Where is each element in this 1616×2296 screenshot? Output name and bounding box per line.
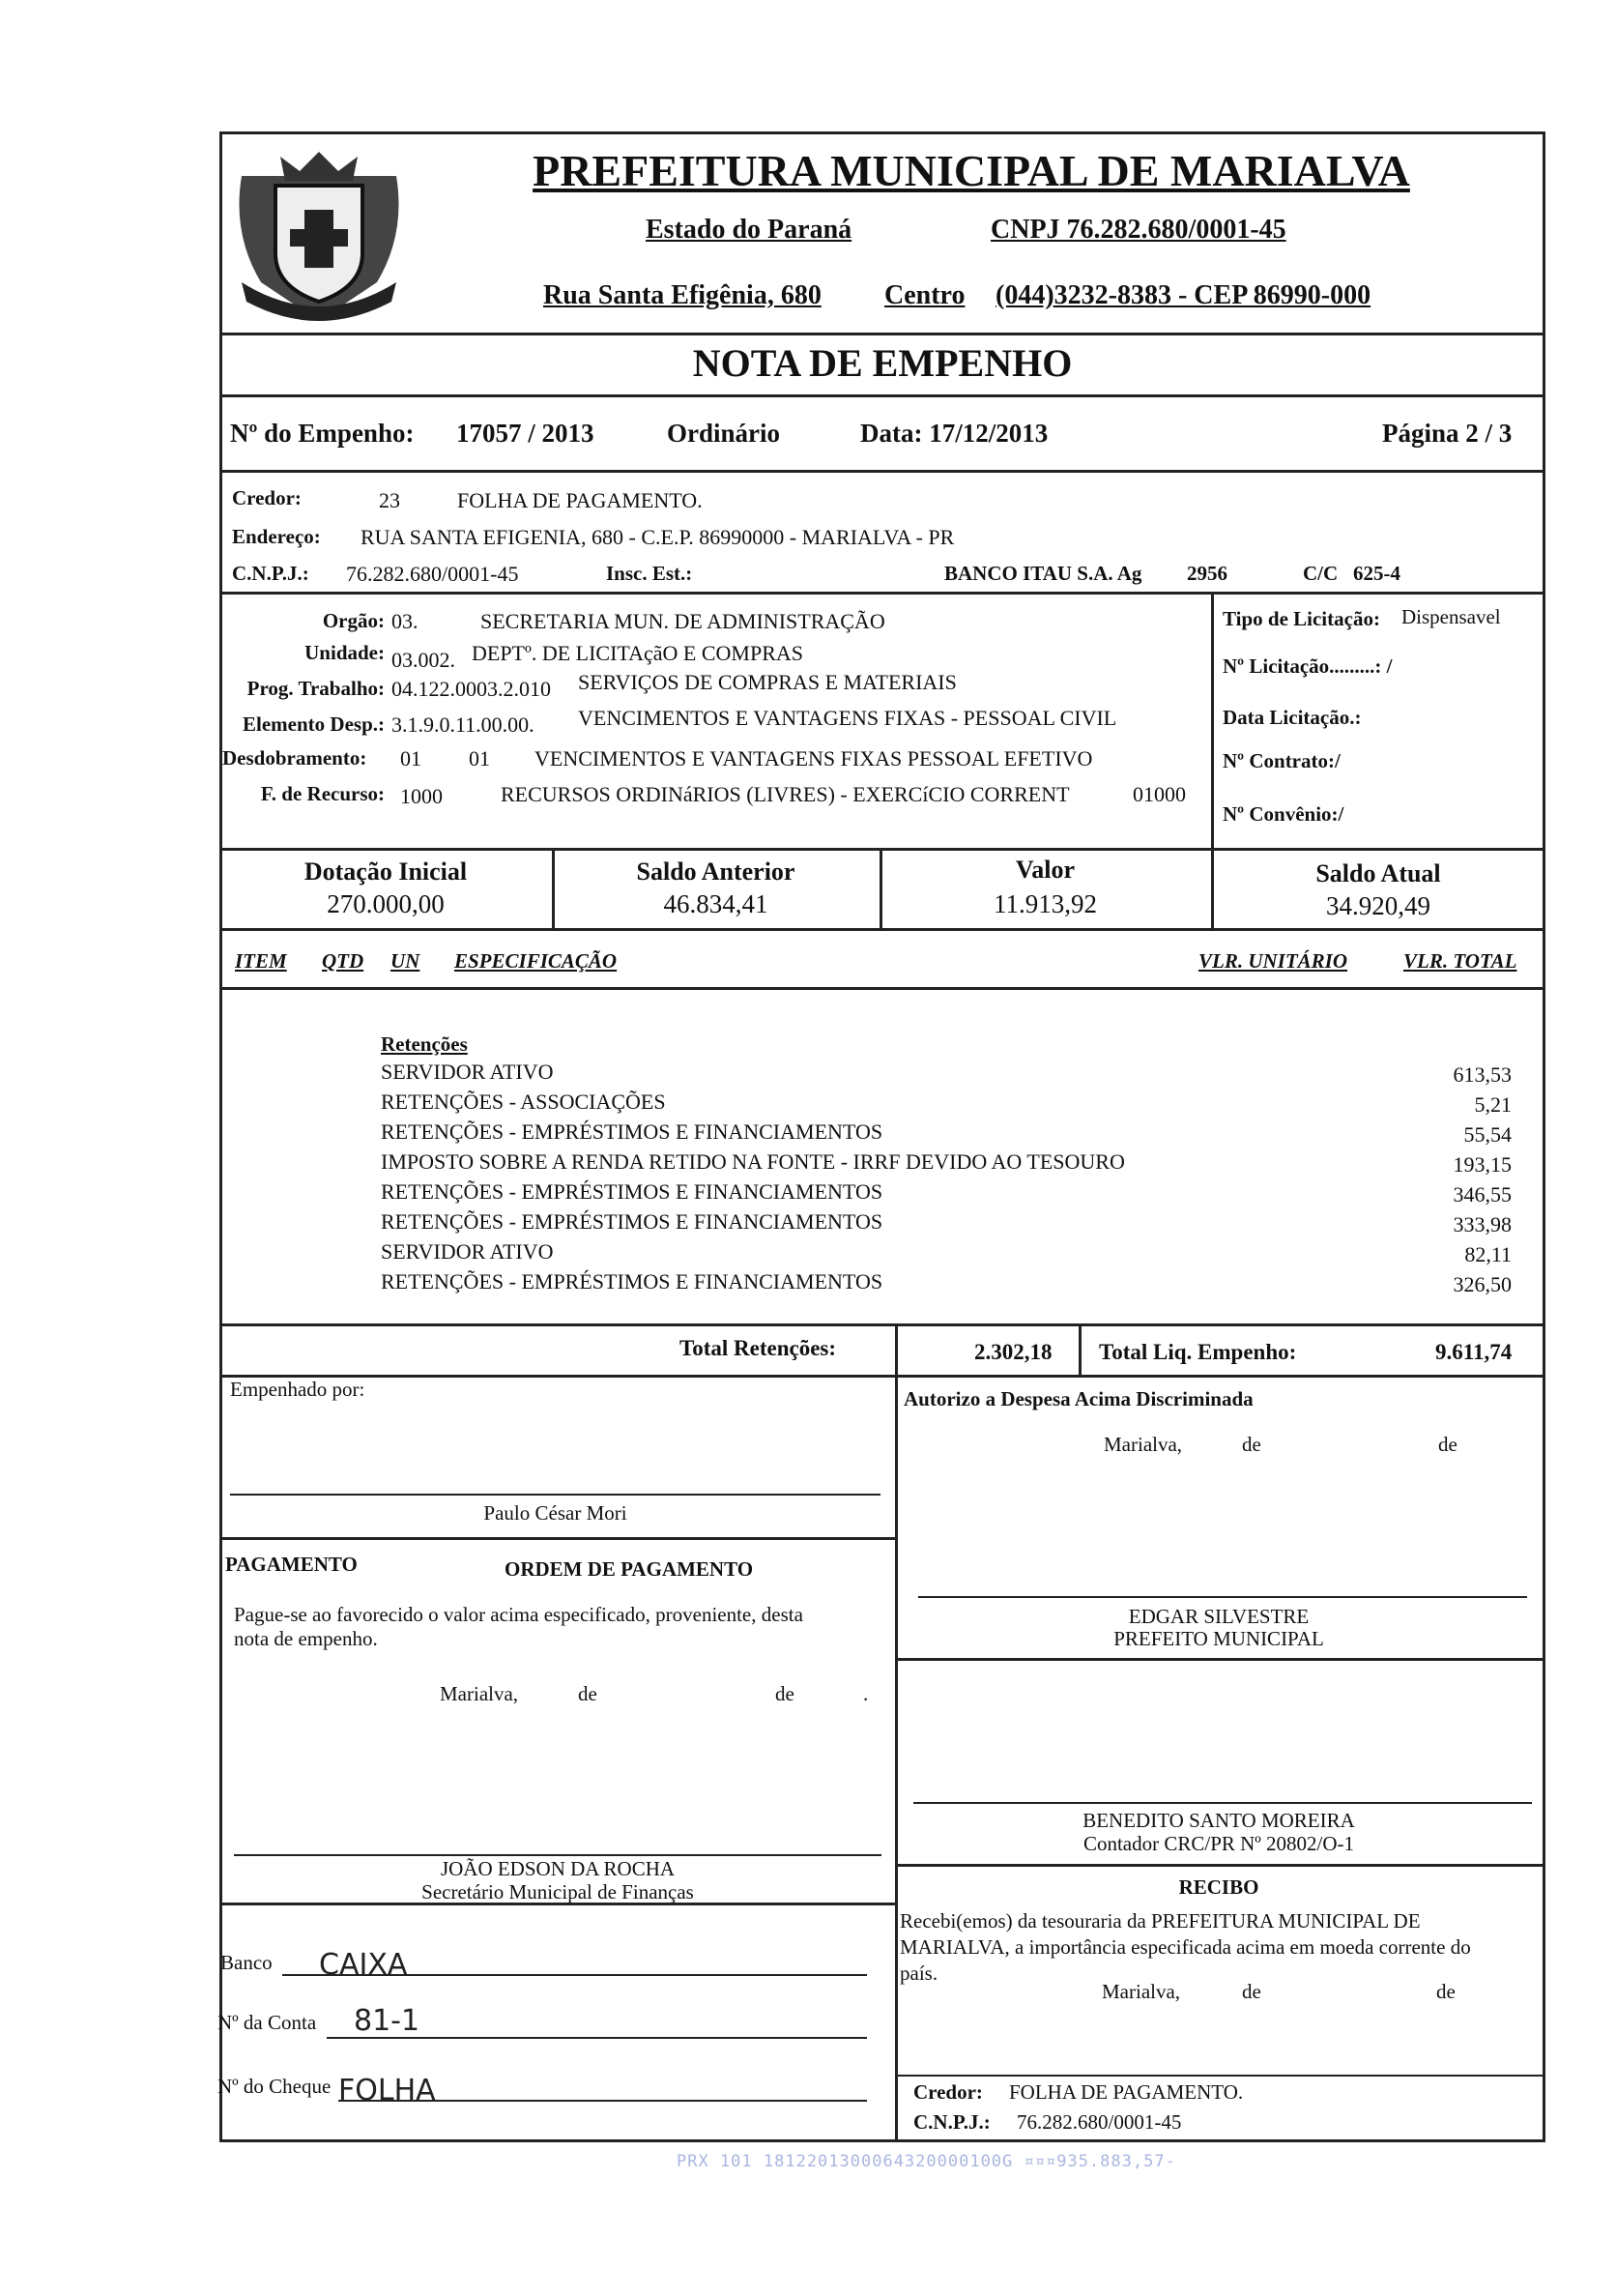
unidade-desc: DEPTº. DE LICITAçãO E COMPRAS (472, 641, 803, 665)
autorizo-de-1: de (1242, 1433, 1261, 1456)
retencao-value: 613,53 (1453, 1062, 1512, 1087)
col-item: ITEM (235, 949, 287, 973)
orgao-desc: SECRETARIA MUN. DE ADMINISTRAÇÃO (480, 609, 885, 633)
col-qtd: QTD (322, 949, 364, 973)
orgao-code: 03. (391, 609, 418, 633)
dotacao-value: 270.000,00 (327, 889, 445, 918)
state-label: Estado do Paraná (646, 215, 852, 245)
footer-credor-name: FOLHA DE PAGAMENTO. (1009, 2080, 1244, 2104)
conta-label: Nº da Conta (217, 2011, 317, 2034)
elemento-desp-code: 3.1.9.0.11.00.00. (391, 712, 534, 737)
total-liq-label: Total Liq. Empenho: (1099, 1340, 1297, 1364)
valor-value: 11.913,92 (994, 889, 1097, 918)
credor-name: FOLHA DE PAGAMENTO. (457, 488, 703, 512)
insc-est-label: Insc. Est.: (606, 562, 693, 585)
recibo-text-2: MARIALVA, a importância especificada acima em moeda corrente do (900, 1935, 1471, 1959)
bank-name: BANCO ITAU S.A. Ag (944, 562, 1142, 585)
credor-label: Credor: (232, 486, 302, 509)
convenio: Nº Convênio:/ (1223, 802, 1344, 826)
total-liq-value: 9.611,74 (1435, 1340, 1513, 1364)
recurso-extra: 01000 (1133, 782, 1186, 806)
unidade-code: 03.002. (391, 648, 455, 672)
recurso-desc: RECURSOS ORDINáRIOS (LIVRES) - EXERCíCIO CORRENT (501, 782, 1070, 806)
saldo-atual-value: 34.920,49 (1326, 891, 1430, 920)
prefeito-name: EDGAR SILVESTRE (1128, 1605, 1310, 1628)
prog-trabalho-desc: SERVIÇOS DE COMPRAS E MATERIAIS (578, 670, 957, 694)
pagamento-label: PAGAMENTO (225, 1553, 358, 1576)
elemento-desp-label: Elemento Desp.: (243, 712, 385, 736)
retencao-value: 326,50 (1453, 1272, 1512, 1296)
empenho-type: Ordinário (667, 419, 781, 448)
municipal-crest-logo (222, 137, 416, 331)
prog-trabalho-code: 04.122.0003.2.010 (391, 677, 551, 701)
bank-validation-stamp: PRX 101 1812201300064320000100G ¤¤¤935.883,57- (677, 2152, 1176, 2171)
retencao-value: 346,55 (1453, 1182, 1512, 1206)
retencao-desc: RETENÇÕES - EMPRÉSTIMOS E FINANCIAMENTOS (381, 1119, 883, 1144)
header-district: Centro (884, 280, 966, 310)
saldo-anterior-label: Saldo Anterior (636, 857, 795, 886)
retencao-value: 82,11 (1464, 1242, 1512, 1266)
header-cnpj: CNPJ 76.282.680/0001-45 (991, 215, 1286, 245)
cheque-value: FOLHA (338, 2074, 436, 2107)
tipo-licitacao-value: Dispensavel (1401, 605, 1501, 628)
page-number: Página 2 / 3 (1382, 419, 1513, 448)
col-un: UN (390, 949, 420, 973)
desdobramento-code: 01 (400, 746, 421, 770)
address-label: Endereço: (232, 525, 321, 548)
municipality-title: PREFEITURA MUNICIPAL DE MARIALVA (533, 146, 1410, 195)
header-address: Rua Santa Efigênia, 680 (543, 280, 822, 310)
header-phone-cep: (044)3232-8383 - CEP 86990-000 (996, 280, 1371, 310)
banco-value: CAIXA (319, 1948, 408, 1982)
recibo-city: Marialva, (1102, 1980, 1181, 2003)
valor-label: Valor (1015, 856, 1076, 884)
contador-name: BENEDITO SANTO MOREIRA (1082, 1809, 1355, 1832)
pagamento-de-1: de (578, 1682, 597, 1705)
total-retencoes-value: 2.302,18 (974, 1340, 1053, 1364)
licitacao-date: Data Licitação.: (1223, 706, 1362, 729)
retencao-value: 193,15 (1453, 1152, 1512, 1177)
cc-label: C/C (1303, 562, 1339, 585)
empenho-number: 17057 / 2013 (456, 419, 594, 448)
retencao-desc: RETENÇÕES - EMPRÉSTIMOS E FINANCIAMENTOS (381, 1209, 883, 1234)
bank-agency: 2956 (1187, 562, 1227, 585)
desdobramento-desc: VENCIMENTOS E VANTAGENS FIXAS PESSOAL EFETIVO (534, 746, 1093, 770)
retencao-desc: RETENÇÕES - EMPRÉSTIMOS E FINANCIAMENTOS (381, 1269, 883, 1293)
retencao-value: 5,21 (1474, 1092, 1512, 1117)
retencao-desc: IMPOSTO SOBRE A RENDA RETIDO NA FONTE - IRRF DEVIDO AO TESOURO (381, 1149, 1125, 1174)
unidade-label: Unidade: (304, 641, 385, 664)
recurso-code: 1000 (400, 784, 443, 808)
prog-trabalho-label: Prog. Trabalho: (246, 677, 385, 700)
banco-label: Banco (220, 1951, 273, 1974)
col-vlr-unitario: VLR. UNITÁRIO (1198, 949, 1348, 973)
pagamento-text-1: Pague-se ao favorecido o valor acima especificado, proveniente, desta (234, 1603, 803, 1626)
retencao-desc: RETENÇÕES - ASSOCIAÇÕES (381, 1090, 666, 1114)
pagamento-de-2: de (775, 1682, 794, 1705)
credor-cnpj: 76.282.680/0001-45 (346, 562, 519, 586)
retencao-desc: RETENÇÕES - EMPRÉSTIMOS E FINANCIAMENTOS (381, 1179, 883, 1204)
recibo-de-2: de (1436, 1980, 1456, 2003)
recurso-label: F. de Recurso: (260, 782, 385, 805)
licitacao-number: Nº Licitação.........: / (1223, 654, 1393, 678)
footer-cnpj: 76.282.680/0001-45 (1017, 2110, 1182, 2134)
retencoes-title: Retenções (381, 1032, 468, 1056)
dot: . (863, 1682, 869, 1705)
desdobramento-code2: 01 (469, 746, 490, 770)
document-title: NOTA DE EMPENHO (692, 341, 1073, 385)
credor-code: 23 (379, 488, 400, 512)
empenhado-por-label: Empenhado por: (230, 1378, 365, 1401)
desdobramento-label: Desdobramento: (222, 746, 367, 770)
tipo-licitacao-label: Tipo de Licitação: (1223, 607, 1380, 630)
orgao-label: Orgão: (322, 609, 385, 632)
conta-value: 81-1 (354, 2004, 420, 2038)
elemento-desp-desc: VENCIMENTOS E VANTAGENS FIXAS - PESSOAL CIVIL (578, 706, 1117, 730)
pagamento-city: Marialva, (440, 1682, 519, 1705)
empenho-label: Nº do Empenho: (230, 419, 415, 448)
col-vlr-total: VLR. TOTAL (1403, 949, 1517, 973)
col-especificacao: ESPECIFICAÇÃO (454, 949, 618, 973)
contador-role: Contador CRC/PR Nº 20802/O-1 (1082, 1832, 1355, 1855)
dotacao-label: Dotação Inicial (303, 857, 468, 886)
footer-cnpj-label: C.N.P.J.: (913, 2110, 991, 2134)
secretario-role: Secretário Municipal de Finanças (421, 1880, 694, 1904)
retencao-value: 55,54 (1463, 1122, 1512, 1147)
footer-credor-label: Credor: (913, 2080, 983, 2104)
total-retencoes-label: Total Retenções: (679, 1336, 837, 1360)
saldo-atual-label: Saldo Atual (1315, 859, 1441, 887)
recibo-text-1: Recebi(emos) da tesouraria da PREFEITURA MUNICIPAL DE (900, 1909, 1421, 1933)
recibo-text-3: país. (900, 1962, 938, 1985)
empenhado-por-name: Paulo César Mori (483, 1501, 627, 1525)
empenho-date: Data: 17/12/2013 (860, 419, 1049, 448)
autorizo-city: Marialva, (1104, 1433, 1183, 1456)
contrato: Nº Contrato:/ (1223, 749, 1341, 772)
retencao-value: 333,98 (1453, 1212, 1512, 1236)
pagamento-text-2: nota de empenho. (234, 1627, 378, 1650)
secretario-name: JOÃO EDSON DA ROCHA (440, 1857, 676, 1880)
recibo-title: RECIBO (1178, 1875, 1259, 1899)
ordem-pagamento-title: ORDEM DE PAGAMENTO (505, 1557, 754, 1581)
autorizo-label: Autorizo a Despesa Acima Discriminada (904, 1387, 1254, 1410)
cheque-label: Nº do Cheque (217, 2075, 332, 2098)
cc-number: 625-4 (1353, 562, 1400, 585)
retencao-desc: SERVIDOR ATIVO (381, 1239, 554, 1264)
autorizo-de-2: de (1438, 1433, 1457, 1456)
credor-address: RUA SANTA EFIGENIA, 680 - C.E.P. 86990000 - MARIALVA - PR (361, 525, 955, 549)
retencao-desc: SERVIDOR ATIVO (381, 1060, 554, 1084)
recibo-de-1: de (1242, 1980, 1261, 2003)
saldo-anterior-value: 46.834,41 (663, 889, 768, 918)
prefeito-role: PREFEITO MUNICIPAL (1113, 1627, 1324, 1650)
cnpj-label: C.N.P.J.: (232, 562, 309, 585)
